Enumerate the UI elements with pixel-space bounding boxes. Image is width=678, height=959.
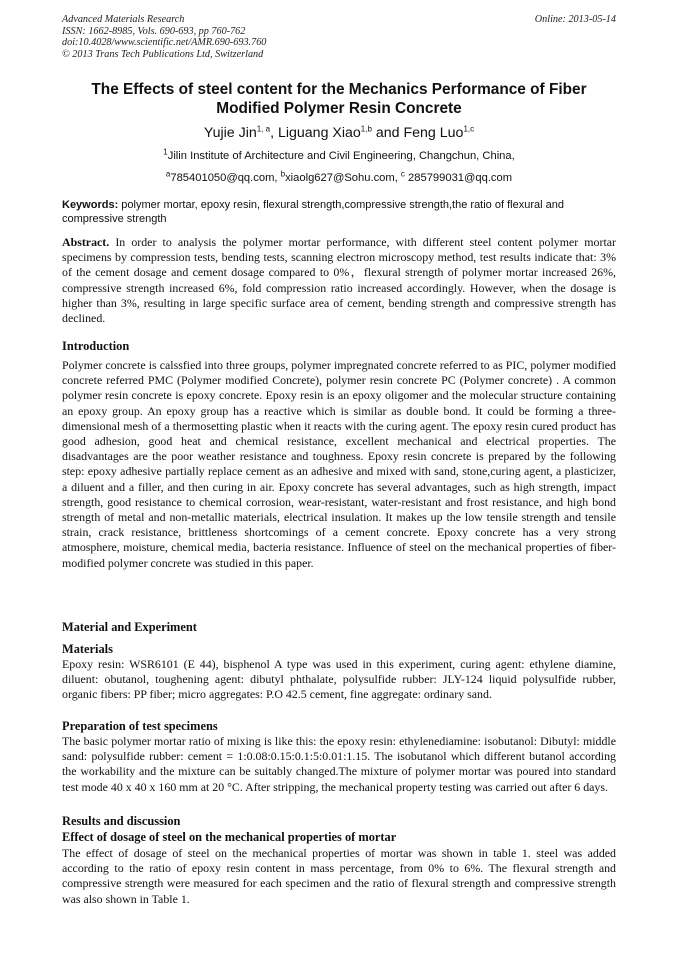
materials-subheading: Materials: [62, 642, 113, 656]
author-jin-affiliation: 1, a: [256, 124, 271, 134]
author-emails: [62, 171, 616, 185]
material-heading: Material and Experiment: [62, 620, 197, 634]
journal-name: Advanced Materials Research: [62, 14, 185, 25]
paper-title: [62, 80, 616, 118]
results-heading: Results and discussion: [62, 814, 181, 828]
preparation-subheading: Preparation of test specimens: [62, 719, 218, 733]
author-jin: Yujie Jin: [203, 125, 257, 141]
issn-line: ISSN: 1662-8985, Vols. 690-693, pp 760-762: [62, 25, 246, 37]
preparation-paragraph: The basic polymer mortar ratio of mixing is like this: the epoxy resin: ethylenediamine: isobutanol: Dibutyl: middle sand: polysulfide rubber: cement = 1:0.08:0.15:0.1:5:0.01:1.15. The isobutanol which different butanol according the workability and the mixture can be suitably changed.The mixture of polymer mortar was poured into standard test mode 40 x 40 x 160 mm at 20 °C. After stripping, the mechanical property testing was carried out after 6 days.: [62, 734, 616, 794]
author-luo: and Feng Luo: [371, 125, 464, 141]
author-xiao-affiliation: 1,b: [360, 124, 372, 134]
author-luo-affiliation: 1,c: [463, 124, 475, 134]
effect-text: [62, 846, 616, 907]
doi-line: doi:10.4028/www.scientific.net/AMR.690-693.760: [62, 37, 267, 49]
email-c-marker: c: [400, 169, 405, 179]
title-line-2: Modified Polymer Resin Concrete: [216, 100, 462, 117]
title-line-1: The Effects of steel content for the Mechanics Performance of Fiber: [91, 81, 587, 98]
keywords-label: Keywords:: [62, 199, 119, 211]
preparation-text: [62, 734, 616, 795]
copyright-line: © 2013 Trans Tech Publications Ltd, Switzerland: [62, 48, 264, 60]
author-xiao: , Liguang Xiao: [270, 125, 361, 141]
keywords-text: polymer mortar, epoxy resin, flexural strength,compressive strength,the ratio of flexural and compressive strength: [62, 199, 564, 226]
email-c: 285799031@qq.com: [404, 172, 513, 184]
email-b: xiaolg627@Sohu.com,: [285, 172, 401, 184]
online-date: Online: 2013-05-14: [534, 14, 616, 25]
effect-subheading: Effect of dosage of steel on the mechanical properties of mortar: [62, 830, 397, 844]
journal-header: [62, 14, 616, 60]
effect-paragraph: The effect of dosage of steel on the mechanical properties of mortar was shown in table 1. steel was added according to the ratio of epoxy resin content in mass percentage, from 0% to 6%. The flexural strength and compressive strength were measured for each specimen and the ratio of flexural strength and compressive strength was also shown in Table 1.: [62, 846, 616, 906]
affiliation: [62, 149, 616, 163]
affiliation-marker: 1: [163, 147, 168, 157]
keywords: [62, 198, 616, 226]
abstract-text: In order to analysis the polymer mortar performance, with different steel content polymer mortar specimens by compression tests, bending tests, scanning electron microscopy method, test results indicate that: 3% of the cement dosage and cement dosage compared to 0%，flexural strength of polymer mortar increased 26%, compressive strength increased 6%, fold compression ratio increased accordingly. However, when the dosage is higher than 3%, resulting in large specific surface area of cement, bending strength and compressive strength has declined.: [62, 235, 616, 326]
introduction-paragraph: Polymer concrete is calssfied into three groups, polymer impregnated concrete referred to as PIC, polymer modified concrete referred PMC (Polymer modified Concrete), polymer resin concrete PC (Polymer concrete) . A common polymer resin concrete is epoxy concrete. Epoxy resin is an epoxy oligomer and the molecular structure containing an epoxy group. An epoxy group has a reactive which is similar as double bond. It could be forming a three-dimensional mesh of a thermosetting plastic when it reacts with the curing agent. The epoxy resin cured product has good adhesion, good heat and chemical resistance, excellent mechanical and electrical properties. The disadvantages are the poor weather resistance and toughness. Epoxy resin concrete is prepared by the following step: epoxy adhesive partially replace cement as an adhesive and mixed with sand, stone,curing agent, a plasticizer, a diluent and a filler, and then curing in air. Epoxy concrete has several advantages, such as high strength, impact strength, good resistance to chemical corrosion, wear-resistant, water-resistant and frost resistance, and high bond strength of metal and non-metallic materials, electrical insulation. It makes up the low tensile strength and tensile strain, crack resistance, brittleness shortcomings of a cement concrete. Epoxy concrete has a very strong atmosphere, moisture, chemical media, bacteria resistance. Influence of steel on the mechanical properties of fiber-modified polymer concrete was studied in this paper.: [62, 358, 616, 570]
abstract-label: Abstract.: [62, 235, 110, 249]
affiliation-text: Jilin Institute of Architecture and Civil Engineering, Changchun, China,: [167, 150, 515, 162]
introduction-text: [62, 358, 616, 571]
materials-text: [62, 657, 616, 703]
email-a: 785401050@qq.com,: [170, 172, 281, 184]
materials-paragraph: Epoxy resin: WSR6101 (E 44), bisphenol A type was used in this experiment, curing agent: ethylene diamine, diluent: obutanol, toughening agent: dibutyl phthalate, polysulfide rubber: JLY-124 liquid polysulfide rubber, organic fibers: PP fiber; micro aggregates: P.O 42.5 cement, fine aggregate: ordinary sand.: [62, 657, 616, 702]
email-a-marker: a: [165, 169, 171, 179]
introduction-heading: Introduction: [62, 339, 130, 353]
author-list: [62, 124, 616, 142]
abstract: [62, 235, 616, 326]
email-b-marker: b: [280, 169, 286, 179]
